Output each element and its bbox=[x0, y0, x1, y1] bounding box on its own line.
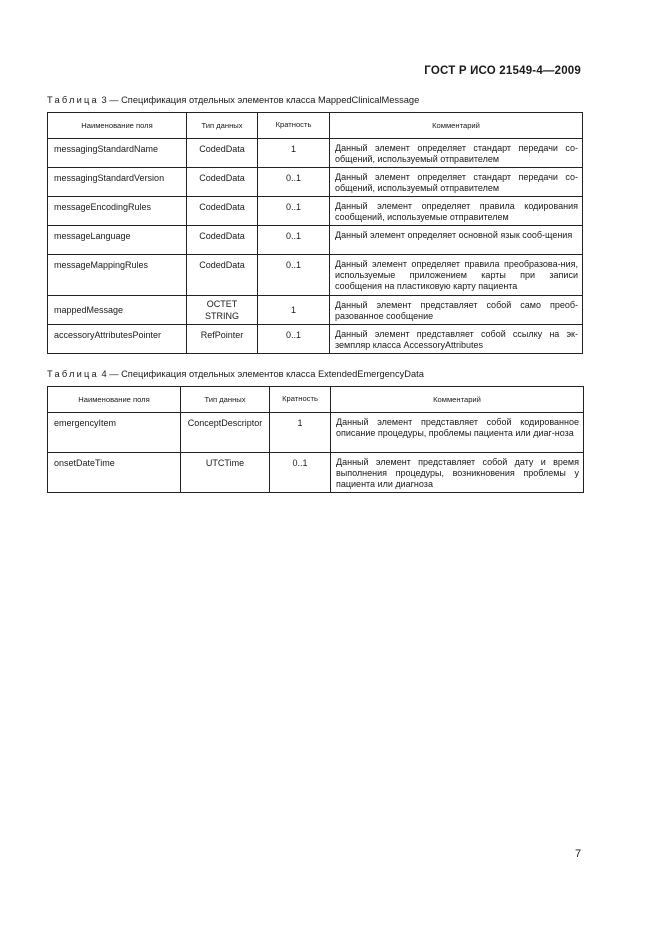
table-row bbox=[48, 226, 583, 255]
multiplicity: 0..1 bbox=[270, 453, 331, 493]
field-name: messageEncodingRules bbox=[48, 197, 187, 226]
table3-col-type: Тип данных bbox=[187, 113, 258, 139]
table3-col-name: Наименование поля bbox=[48, 113, 187, 139]
table4 bbox=[47, 386, 584, 493]
comment: Данный элемент определяет основной язык сооб-щения bbox=[330, 226, 583, 255]
comment: Данный элемент представляет собой ссылку на эк-земпляр класса AccessoryAttributes bbox=[330, 325, 583, 354]
field-name: messageMappingRules bbox=[48, 255, 187, 296]
comment: Данный элемент определяет стандарт передачи со-общений, используемый отправителем bbox=[330, 168, 583, 197]
table4-col-mult: Кратность bbox=[270, 387, 331, 413]
table3 bbox=[47, 112, 583, 354]
multiplicity: 1 bbox=[258, 139, 330, 168]
comment: Данный элемент определяет правила преобразова-ния, используемые приложением карты при записи сообщения на пластиковую карту пациента bbox=[330, 255, 583, 296]
table-row bbox=[48, 325, 583, 354]
table4-col-type: Тип данных bbox=[181, 387, 270, 413]
table4-header-row bbox=[48, 387, 584, 413]
multiplicity: 0..1 bbox=[258, 226, 330, 255]
data-type: CodedData bbox=[187, 197, 258, 226]
table3-caption bbox=[47, 95, 419, 105]
comment: Данный элемент определяет стандарт передачи со-общений, используемый отправителем bbox=[330, 139, 583, 168]
field-name: messageLanguage bbox=[48, 226, 187, 255]
comment: Данный элемент определяет правила кодирования сообщений, используемые отправителем bbox=[330, 197, 583, 226]
table-row bbox=[48, 255, 583, 296]
comment: Данный элемент представляет собой дату и время выполнения процедуры, возникновения проблемы у пациента или диагноза bbox=[331, 453, 584, 493]
data-type: CodedData bbox=[187, 139, 258, 168]
table3-header-row bbox=[48, 113, 583, 139]
table4-caption bbox=[47, 369, 424, 379]
table-row bbox=[48, 296, 583, 325]
field-name: accessoryAttributesPointer bbox=[48, 325, 187, 354]
standard-header: ГОСТ Р ИСО 21549-4—2009 bbox=[424, 65, 581, 77]
table-row bbox=[48, 413, 584, 453]
multiplicity: 1 bbox=[270, 413, 331, 453]
data-type: CodedData bbox=[187, 168, 258, 197]
table-row bbox=[48, 197, 583, 226]
multiplicity: 1 bbox=[258, 296, 330, 325]
table4-col-name: Наименование поля bbox=[48, 387, 181, 413]
field-name: emergencyItem bbox=[48, 413, 181, 453]
data-type: ConceptDescriptor bbox=[181, 413, 270, 453]
data-type: RefPointer bbox=[187, 325, 258, 354]
field-name: onsetDateTime bbox=[48, 453, 181, 493]
page-number: 7 bbox=[575, 848, 582, 860]
multiplicity: 0..1 bbox=[258, 197, 330, 226]
table4-col-comment: Комментарий bbox=[331, 387, 584, 413]
table3-caption-text: 3 — Спецификация отдельных элементов класса MappedClinicalMessage bbox=[101, 95, 420, 105]
field-name: messagingStandardName bbox=[48, 139, 187, 168]
table3-col-comment: Комментарий bbox=[330, 113, 583, 139]
table3-caption-prefix: Таблица bbox=[47, 95, 99, 105]
data-type: CodedData bbox=[187, 255, 258, 296]
data-type: CodedData bbox=[187, 226, 258, 255]
data-type: OCTET STRING bbox=[187, 296, 258, 325]
comment: Данный элемент представляет собой само преоб-разованное сообщение bbox=[330, 296, 583, 325]
multiplicity: 0..1 bbox=[258, 325, 330, 354]
field-name: messagingStandardVersion bbox=[48, 168, 187, 197]
table-row bbox=[48, 453, 584, 493]
table4-caption-prefix: Таблица bbox=[47, 369, 99, 379]
comment: Данный элемент представляет собой кодированное описание процедуры, проблемы пациента или диаг-ноза bbox=[331, 413, 584, 453]
data-type: UTCTime bbox=[181, 453, 270, 493]
multiplicity: 0..1 bbox=[258, 255, 330, 296]
table-row bbox=[48, 168, 583, 197]
field-name: mappedMessage bbox=[48, 296, 187, 325]
table-row bbox=[48, 139, 583, 168]
table3-col-mult: Кратность bbox=[258, 113, 330, 139]
table4-caption-text: 4 — Спецификация отдельных элементов класса ExtendedEmergencyData bbox=[101, 369, 424, 379]
multiplicity: 0..1 bbox=[258, 168, 330, 197]
